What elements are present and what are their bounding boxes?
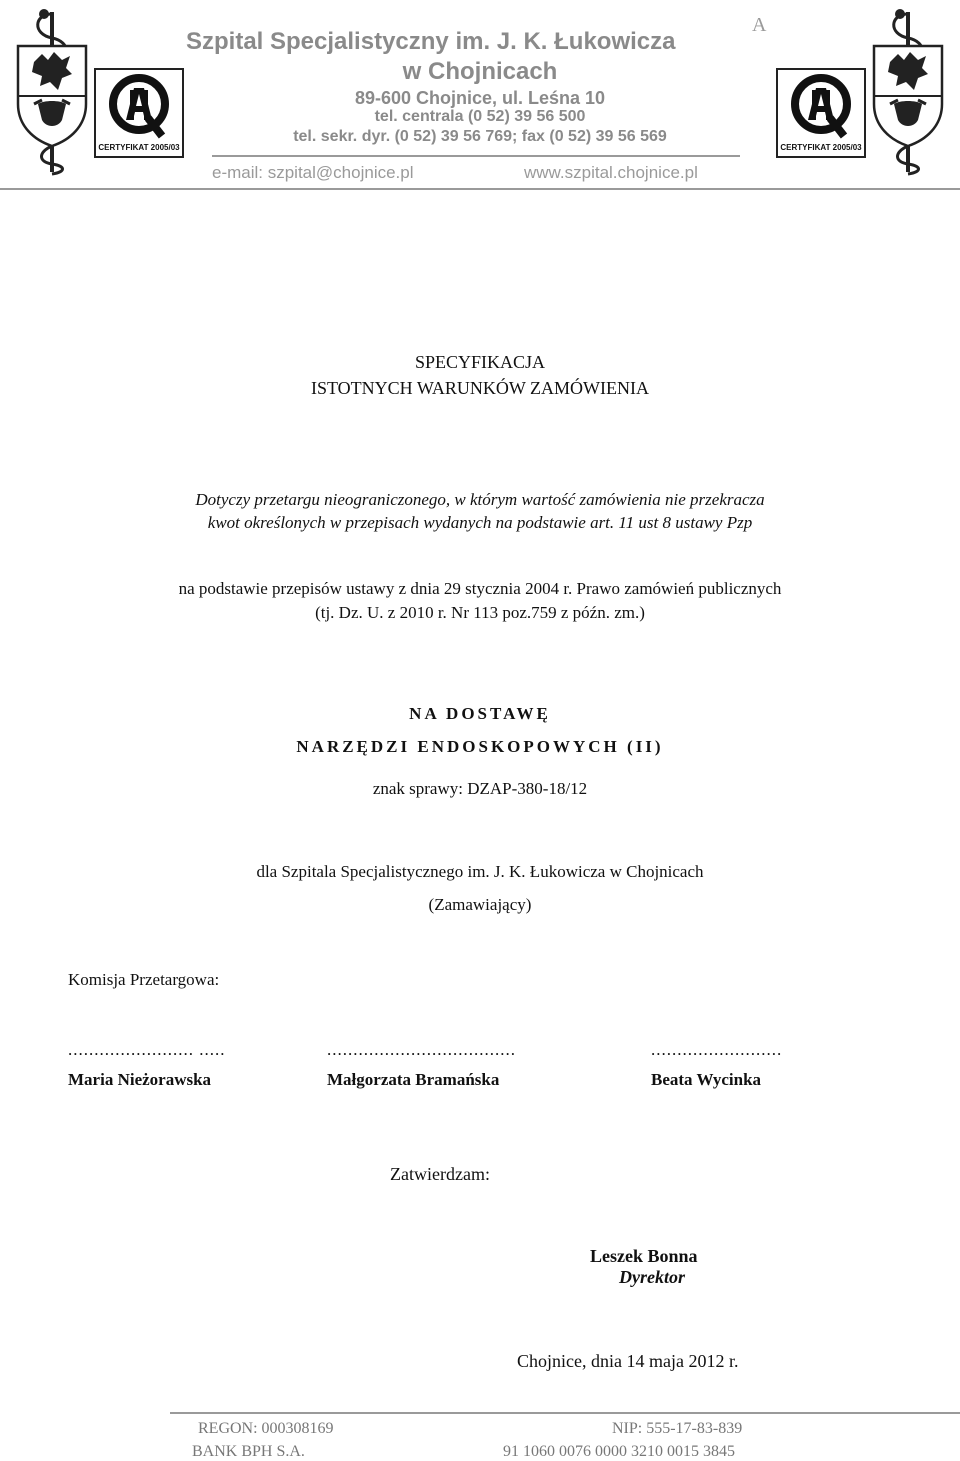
footer-divider xyxy=(170,1412,960,1414)
central-phone: tel. centrala (0 52) 39 56 500 xyxy=(374,108,586,125)
legal-basis-line1: na podstawie przepisów ustawy z dnia 29 stycznia 2004 r. Prawo zamówień publicznych xyxy=(178,579,782,598)
document-title: SPECYFIKACJA xyxy=(414,352,546,372)
hospital-address: 89-600 Chojnice, ul. Leśna 10 xyxy=(354,88,606,108)
certificate-label: CERTYFIKAT 2005/03 xyxy=(780,143,862,152)
approval-label: Zatwierdzam: xyxy=(390,1164,490,1184)
aq-quality-icon xyxy=(778,70,864,142)
legal-basis-line2: (tj. Dz. U. z 2010 r. Nr 113 poz.759 z późn. zm.) xyxy=(315,603,645,622)
case-number: znak sprawy: DZAP-380-18/12 xyxy=(372,779,588,798)
website-link[interactable]: www.szpital.chojnice.pl xyxy=(524,163,698,182)
corner-letter: A xyxy=(752,14,767,36)
committee-member-name: Małgorzata Bramańska xyxy=(327,1070,500,1089)
document-subtitle: ISTOTNYCH WARUNKÓW ZAMÓWIENIA xyxy=(311,378,649,398)
orderer-role: (Zamawiający) xyxy=(428,895,532,914)
footer-account-number: 91 1060 0076 0000 3210 0015 3845 xyxy=(503,1443,735,1460)
subject-heading: NA DOSTAWĘ xyxy=(409,704,551,723)
director-name: Leszek Bonna xyxy=(590,1246,698,1266)
letterhead xyxy=(0,0,960,190)
caduceus-crest-icon xyxy=(870,4,946,176)
header-divider xyxy=(212,155,740,157)
director-title: Dyrektor xyxy=(619,1267,685,1287)
document-date: Chojnice, dnia 14 maja 2012 r. xyxy=(517,1351,739,1371)
orderer-name: dla Szpitala Specjalistycznego im. J. K. Łukowicza w Chojnicach xyxy=(256,862,704,881)
email-link[interactable]: e-mail: szpital@chojnice.pl xyxy=(212,163,414,182)
secretary-phone-fax: tel. sekr. dyr. (0 52) 39 56 769; fax (0 52) 39 56 569 xyxy=(293,128,667,145)
footer-regon: REGON: 000308169 xyxy=(198,1420,334,1437)
signature-line: ........................ ..... xyxy=(68,1040,226,1059)
subject-title: NARZĘDZI ENDOSKOPOWYCH (II) xyxy=(296,737,664,756)
committee-member-name: Maria Nieżorawska xyxy=(68,1070,212,1089)
header-bottom-rule xyxy=(0,188,960,190)
signature-line: .................................... xyxy=(327,1040,516,1059)
tender-description-line2: kwot określonych w przepisach wydanych na podstawie art. 11 ust 8 ustawy Pzp xyxy=(207,513,753,532)
committee-member-name: Beata Wycinka xyxy=(651,1070,762,1089)
footer-nip: NIP: 555-17-83-839 xyxy=(612,1420,743,1437)
tender-description-line1: Dotyczy przetargu nieograniczonego, w którym wartość zamówienia nie przekracza xyxy=(195,490,765,509)
quality-certificate-logo-right xyxy=(776,68,866,158)
hospital-city: w Chojnicach xyxy=(402,58,558,85)
hospital-name: Szpital Specjalistyczny im. J. K. Łukowicza xyxy=(186,28,676,55)
footer-bank: BANK BPH S.A. xyxy=(192,1443,305,1460)
committee-label: Komisja Przetargowa: xyxy=(68,970,220,989)
certificate-label: CERTYFIKAT 2005/03 xyxy=(98,143,180,152)
signature-line: ......................... xyxy=(651,1040,783,1059)
